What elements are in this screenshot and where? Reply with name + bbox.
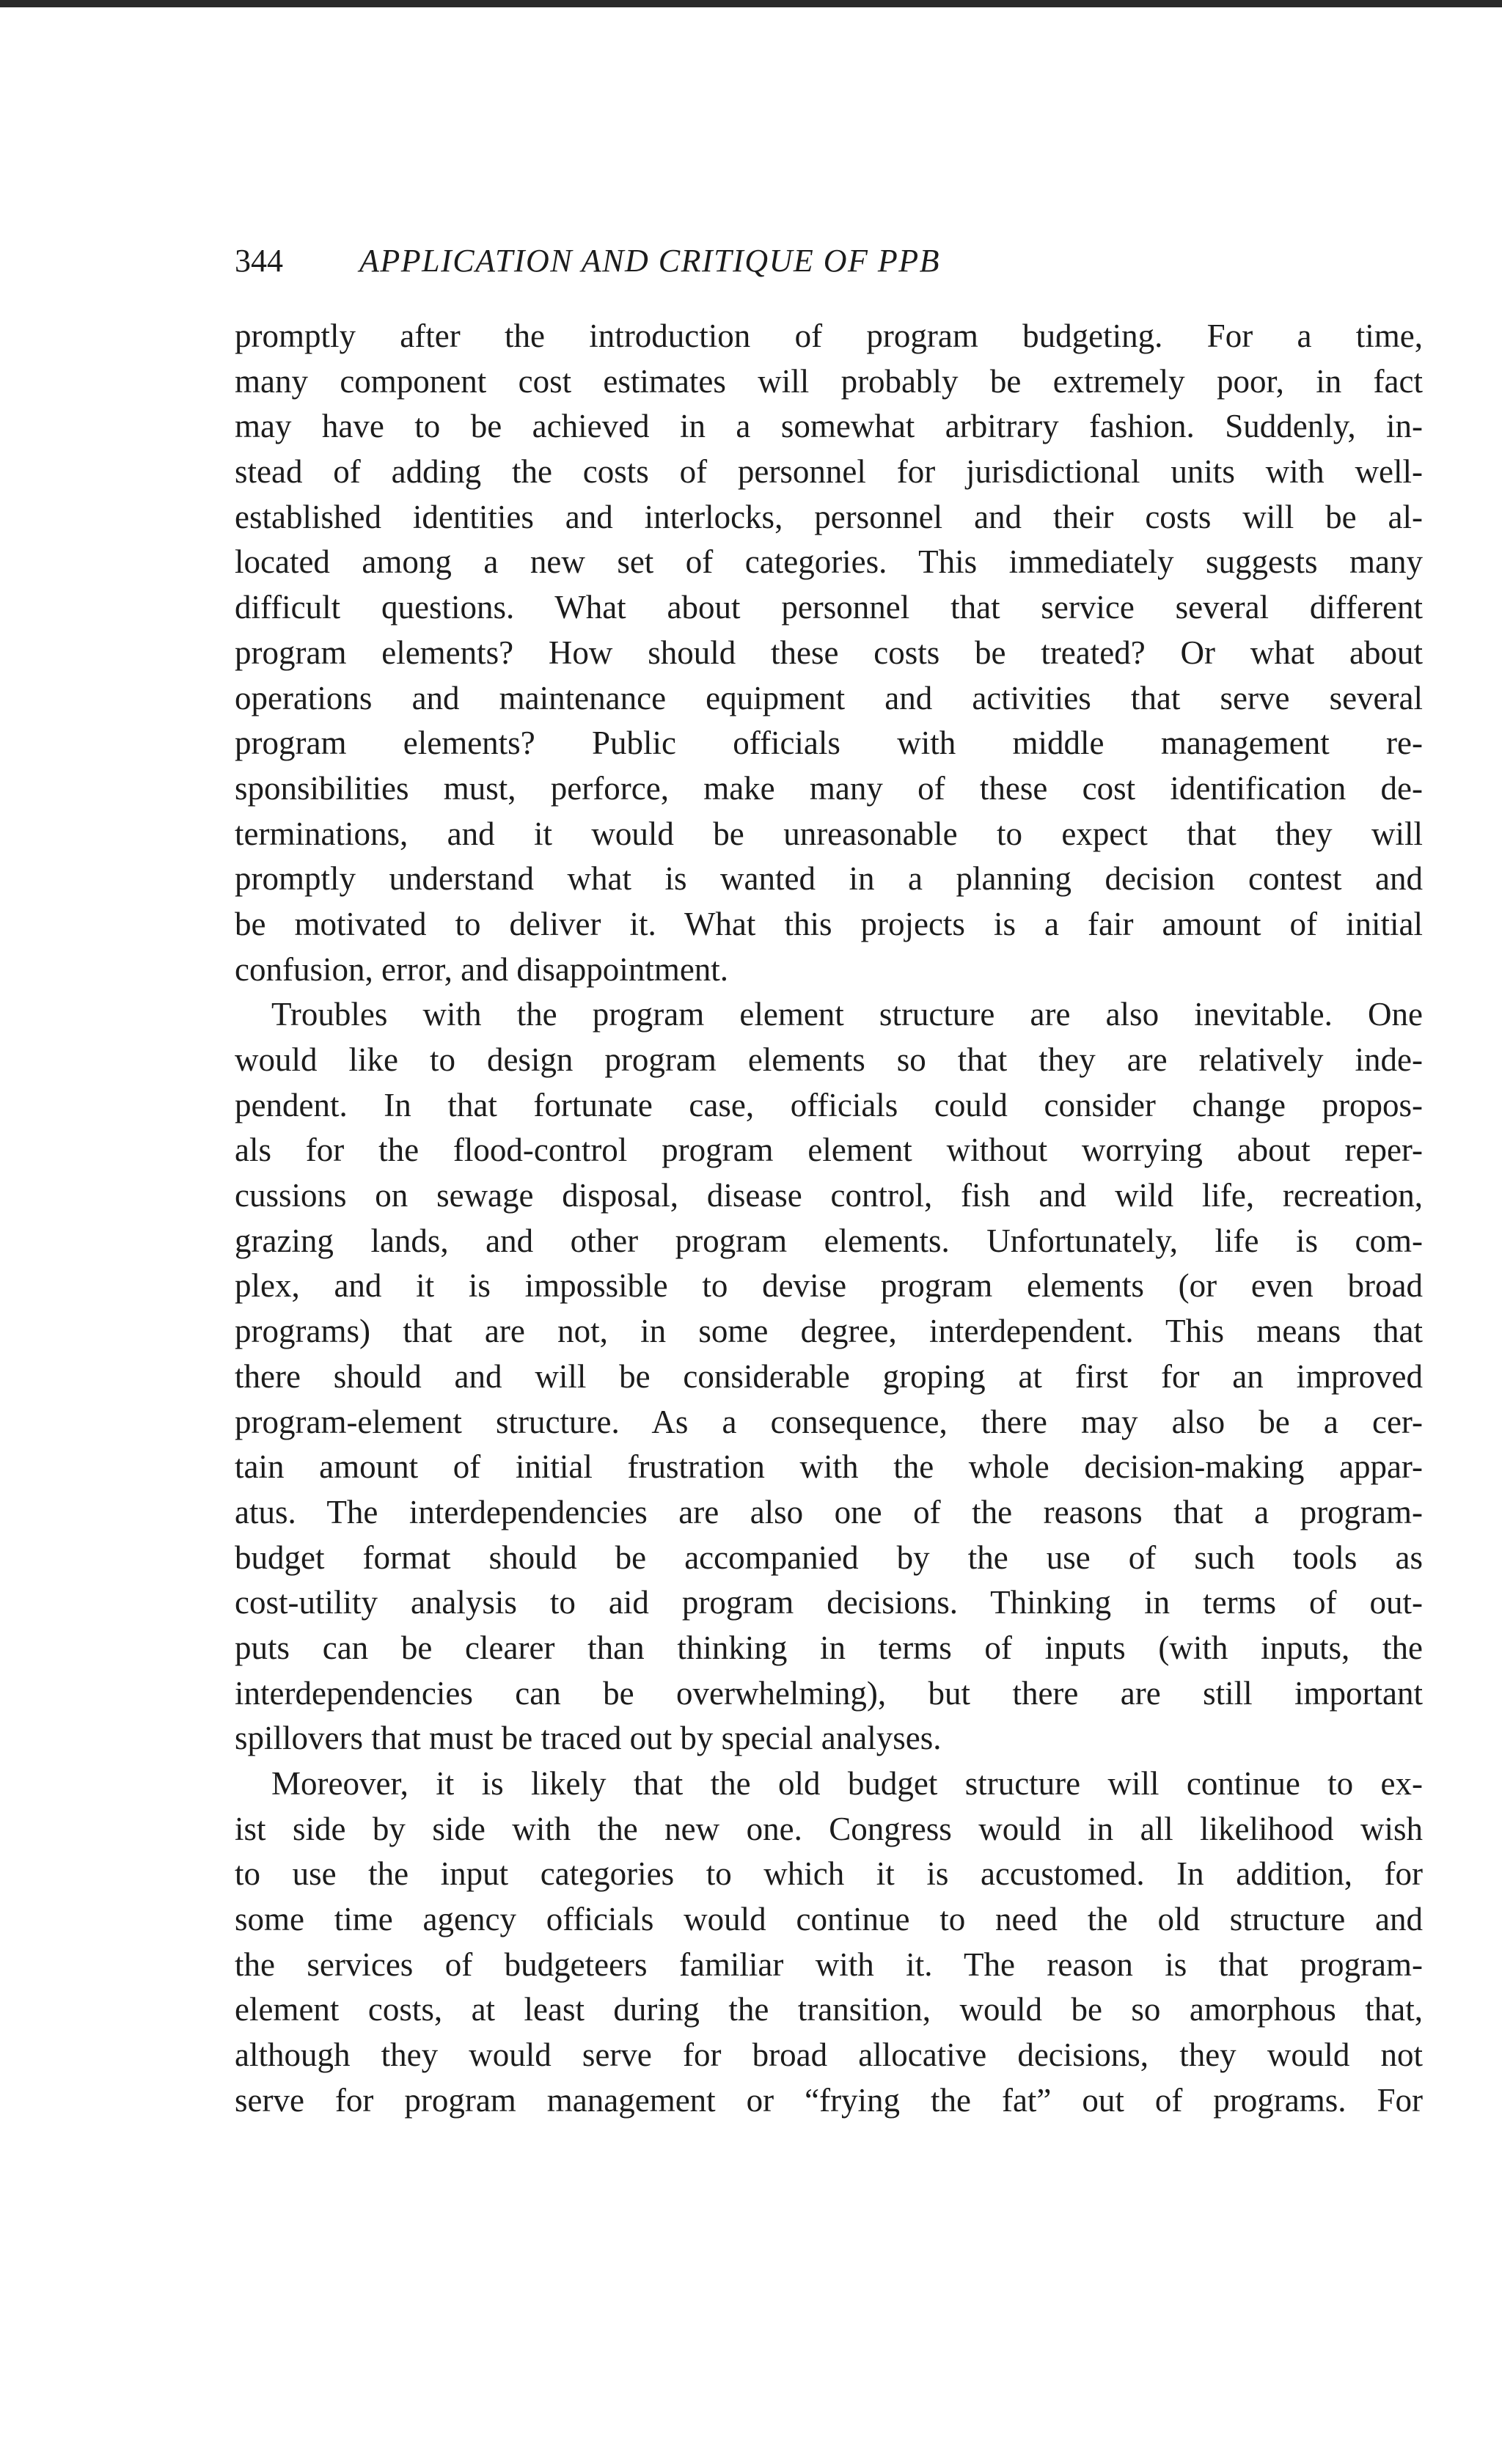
text-line: atus. The interdependencies are also one of the reasons that a program- <box>235 1493 1423 1530</box>
text-line: promptly understand what is wanted in a planning decision contest and <box>235 860 1423 898</box>
text-line: be motivated to deliver it. What this projects is a fair amount of initial <box>235 905 1423 942</box>
text-line: cost-utility analysis to aid program decisions. Thinking in terms of out- <box>235 1584 1423 1621</box>
text-line: programs) that are not, in some degree, interdependent. This means that <box>235 1313 1423 1350</box>
paragraph <box>235 992 1423 1761</box>
text-line: program-element structure. As a consequence, there may also be a cer- <box>235 1403 1423 1440</box>
text-line: ist side by side with the new one. Congress would in all likelihood wish <box>235 1810 1423 1847</box>
text-line: many component cost estimates will probably be extremely poor, in fact <box>235 362 1423 400</box>
text-line: operations and maintenance equipment and activities that serve several <box>235 679 1423 716</box>
text-line: interdependencies can be overwhelming), but there are still important <box>235 1674 1423 1712</box>
body-text <box>235 314 1423 2124</box>
text-line: located among a new set of categories. This immediately suggests many <box>235 543 1423 581</box>
text-line: confusion, error, and disappointment. <box>235 950 729 988</box>
text-line: sponsibilities must, perforce, make many of these cost identification de- <box>235 769 1423 807</box>
text-line: promptly after the introduction of program budgeting. For a time, <box>235 318 1423 354</box>
running-title: APPLICATION AND CRITIQUE OF PPB <box>359 243 941 279</box>
text-line: program elements? Public officials with middle management re- <box>235 725 1423 762</box>
text-line: spillovers that must be traced out by special analyses. <box>235 1720 942 1757</box>
page-number: 344 <box>235 243 283 279</box>
text-line: als for the flood-control program element without worrying about reper- <box>235 1132 1423 1169</box>
text-line: difficult questions. What about personnel that service several different <box>235 589 1423 626</box>
text-line: some time agency officials would continue to need the old structure and <box>235 1901 1423 1938</box>
text-line: pendent. In that fortunate case, officials could consider change propos- <box>235 1086 1423 1123</box>
text-line: program elements? How should these costs be treated? Or what about <box>235 634 1423 671</box>
text-line: serve for program management or “frying the fat” out of programs. For <box>235 2081 1423 2119</box>
text-line: the services of budgeteers familiar with it. The reason is that program- <box>235 1946 1423 1983</box>
text-line: Troubles with the program element structure are also inevitable. One <box>271 996 1423 1033</box>
text-line: cussions on sewage disposal, disease control, fish and wild life, recreation, <box>235 1177 1423 1214</box>
text-line: grazing lands, and other program elements. Unfortunately, life is com- <box>235 1222 1423 1259</box>
text-line: terminations, and it would be unreasonable to expect that they will <box>235 815 1423 852</box>
text-line: there should and will be considerable groping at first for an improved <box>235 1357 1423 1395</box>
text-line: although they would serve for broad allocative decisions, they would not <box>235 2036 1423 2074</box>
text-line: established identities and interlocks, personnel and their costs will be al- <box>235 498 1423 535</box>
text-line: element costs, at least during the transition, would be so amorphous that, <box>235 1991 1423 2028</box>
paragraph <box>235 314 1423 992</box>
text-line: budget format should be accompanied by the use of such tools as <box>235 1539 1423 1576</box>
text-line: may have to be achieved in a somewhat arbitrary fashion. Suddenly, in- <box>235 408 1423 445</box>
running-head <box>235 239 1423 283</box>
text-line: stead of adding the costs of personnel for jurisdictional units with well- <box>235 453 1423 491</box>
text-line: Moreover, it is likely that the old budget structure will continue to ex- <box>271 1765 1423 1802</box>
paragraph <box>235 1761 1423 2124</box>
text-line: would like to design program elements so that they are relatively inde- <box>235 1041 1423 1078</box>
text-line: puts can be clearer than thinking in terms of inputs (with inputs, the <box>235 1629 1423 1666</box>
text-line: tain amount of initial frustration with the whole decision-making appar- <box>235 1448 1423 1486</box>
page-top-edge <box>0 0 1502 7</box>
text-line: plex, and it is impossible to devise program elements (or even broad <box>235 1267 1423 1305</box>
text-line: to use the input categories to which it is accustomed. In addition, for <box>235 1855 1423 1893</box>
